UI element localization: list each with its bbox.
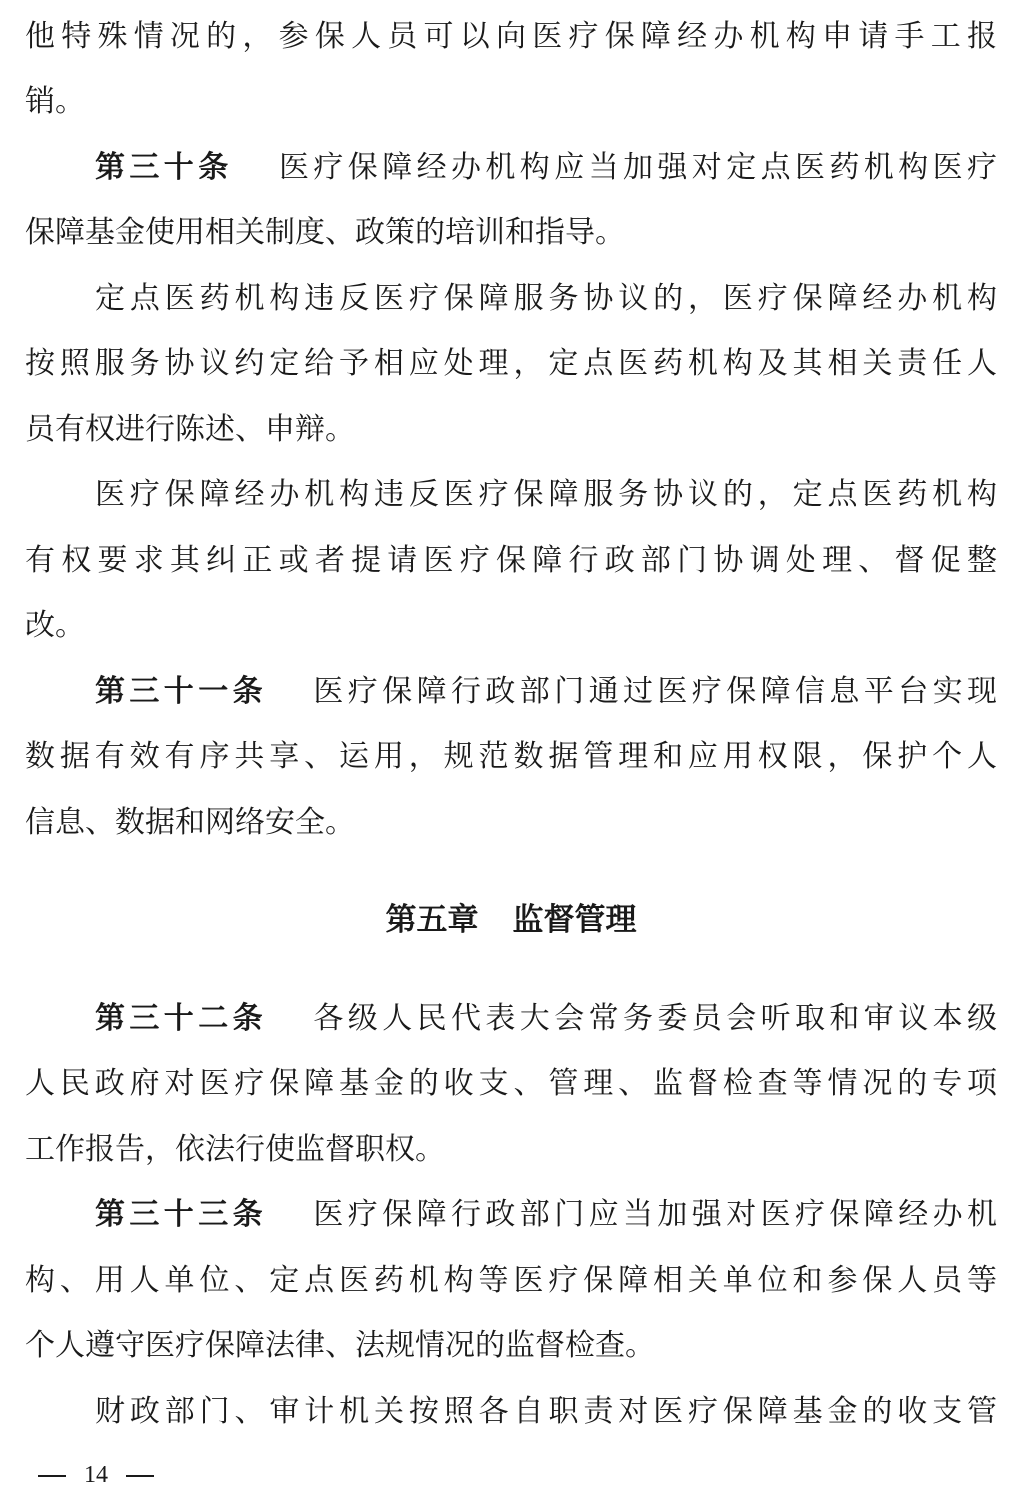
chapter-heading — [0, 895, 1022, 945]
text-line: 他特殊情况的，参保人员可以向医疗保障经办机构申请手工报 — [25, 19, 997, 54]
text-line: 按照服务协议约定给予相应处理，定点医药机构及其相关责任人 — [25, 346, 997, 381]
text-line: 销。 — [25, 84, 85, 119]
text-line: 信息、数据和网络安全。 — [25, 805, 355, 840]
dash-left — [38, 1475, 66, 1477]
article-heading: 第三十条 — [95, 150, 233, 185]
text-line: 工作报告，依法行使监督职权。 — [25, 1132, 445, 1167]
text-span: 医疗保障行政部门通过医疗保障信息平台实现 — [309, 674, 997, 709]
text-span: 医疗保障行政部门应当加强对医疗保障经办机 — [309, 1197, 997, 1232]
text-line: 人民政府对医疗保障基金的收支、管理、监督检查等情况的专项 — [25, 1066, 997, 1101]
article-32-line — [95, 994, 997, 1044]
article-30-line — [95, 143, 997, 193]
article-heading: 第三十一条 — [95, 674, 267, 709]
article-heading: 第三十二条 — [95, 1001, 267, 1036]
article-heading: 第三十三条 — [95, 1197, 267, 1232]
text-line: 有权要求其纠正或者提请医疗保障行政部门协调处理、督促整 — [25, 543, 997, 578]
text-line: 数据有效有序共享、运用，规范数据管理和应用权限，保护个人 — [25, 739, 997, 774]
text-line: 改。 — [25, 608, 85, 643]
chapter-number: 第五章 — [385, 902, 479, 938]
article-31-line — [95, 667, 997, 717]
text-line: 个人遵守医疗保障法律、法规情况的监督检查。 — [25, 1328, 655, 1363]
text-line: 保障基金使用相关制度、政策的培训和指导。 — [25, 215, 625, 250]
chapter-title: 监督管理 — [512, 902, 637, 938]
text-line: 医疗保障经办机构违反医疗保障服务协议的，定点医药机构 — [95, 477, 997, 512]
text-span: 各级人民代表大会常务委员会听取和审议本级 — [309, 1001, 997, 1036]
page-number-value: 14 — [84, 1462, 108, 1488]
text-span: 医疗保障经办机构应当加强对定点医药机构医疗 — [274, 150, 997, 185]
page-number — [38, 1458, 154, 1492]
dash-right — [126, 1475, 154, 1477]
text-line: 财政部门、审计机关按照各自职责对医疗保障基金的收支管 — [95, 1394, 997, 1429]
text-line: 构、用人单位、定点医药机构等医疗保障相关单位和参保人员等 — [25, 1263, 997, 1298]
text-line: 定点医药机构违反医疗保障服务协议的，医疗保障经办机构 — [95, 281, 997, 316]
text-line: 员有权进行陈述、申辩。 — [25, 412, 355, 447]
article-33-line — [95, 1190, 997, 1240]
